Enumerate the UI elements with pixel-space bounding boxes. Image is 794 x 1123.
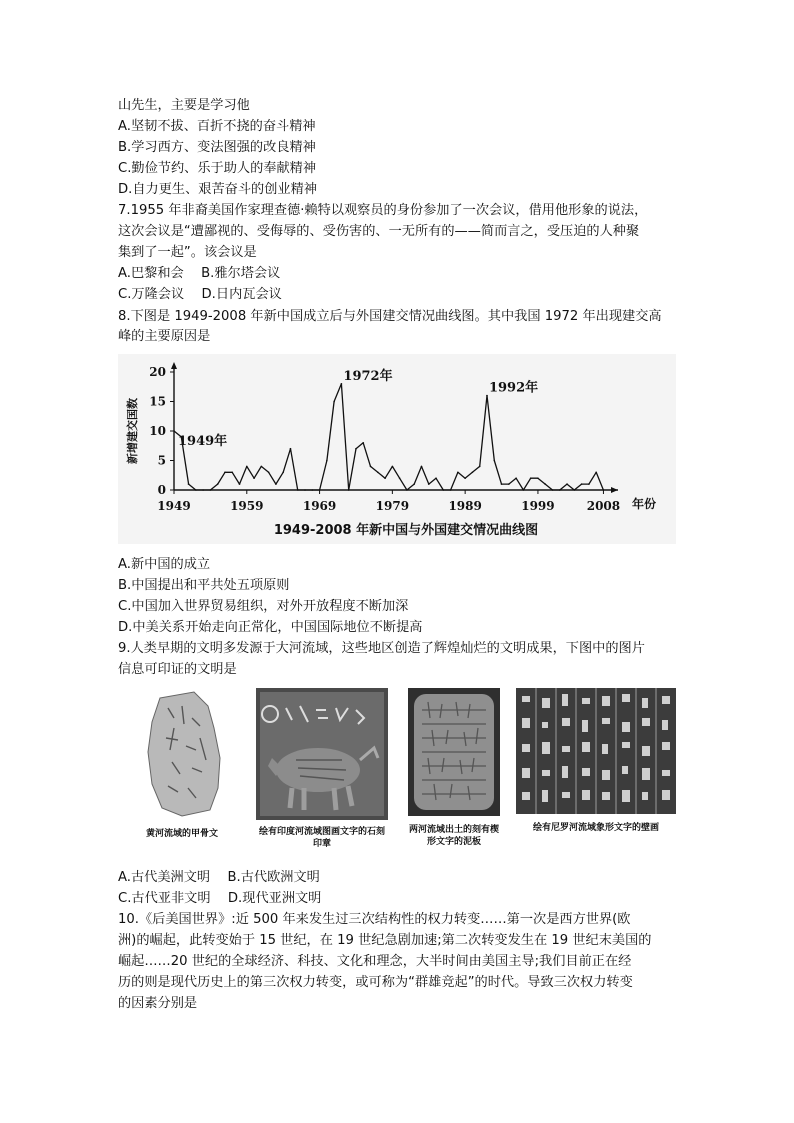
data-point	[261, 466, 263, 468]
data-point	[268, 472, 270, 474]
data-point	[413, 483, 415, 485]
question-9-options: A.古代美洲文明 B.古代欧洲文明	[118, 870, 320, 885]
data-point	[246, 466, 248, 468]
data-point	[595, 472, 597, 474]
x-tick-label: 1949	[157, 499, 191, 513]
figure-caption: 黄河流域的甲骨文	[145, 829, 218, 839]
question-7-options: A.巴黎和会 B.雅尔塔会议	[118, 266, 281, 281]
data-point	[581, 483, 583, 485]
x-tick-label: 2008	[586, 499, 621, 513]
figure-caption: 绘有印度河流域图画文字的石刻印章	[258, 827, 385, 849]
oracle-bone-image	[122, 688, 242, 818]
data-point	[406, 489, 408, 491]
data-point	[297, 489, 299, 491]
data-point	[544, 483, 546, 485]
question-10-line: 洲)的崛起，此转变始于 15 世纪，在 19 世纪急剧加速;第二次转变发生在 19 世纪末美国的	[118, 933, 652, 948]
data-point	[377, 472, 379, 474]
option-b: B.中国提出和平共处五项原则	[118, 578, 290, 593]
question-8-line: 峰的主要原因是	[118, 329, 211, 344]
question-7-line: 7.1955 年非裔美国作家理查德·赖特以观察员的身份参加了一次会议，借用他形象的说法，	[118, 203, 648, 218]
option-c: C.勤俭节约、乐于助人的奉献精神	[118, 161, 317, 176]
data-point	[523, 489, 525, 491]
x-tick-label: 1989	[448, 499, 482, 513]
option-c: C.中国加入世界贸易组织，对外开放程度不断加深	[118, 599, 409, 614]
data-point	[399, 477, 401, 479]
data-point	[275, 483, 277, 485]
option-d: D.自力更生、艰苦奋斗的创业精神	[118, 182, 317, 197]
data-point	[603, 489, 605, 491]
data-point	[355, 448, 357, 450]
figure-caption: 两河流域出土的刻有楔形文字的泥板	[408, 825, 499, 847]
data-point	[443, 489, 445, 491]
data-point	[472, 472, 474, 474]
question-10-line: 历的则是现代历史上的第三次权力转变，或可称为“群雄竞起”的时代。导致三次权力转变	[118, 975, 633, 990]
data-point	[326, 460, 328, 462]
x-axis-label: 年份	[631, 497, 657, 511]
option-d: D.中美关系开始走向正常化，中国国际地位不断提高	[118, 620, 423, 635]
peak-annotation: 1949年	[178, 434, 228, 449]
data-point	[319, 489, 321, 491]
data-point	[566, 483, 568, 485]
question-10-line: 崛起……20 世纪的全球经济、科技、文化和理念，大半时间由美国主导;我们目前正在经	[118, 954, 632, 969]
data-point	[493, 460, 495, 462]
cuneiform-tablet-image	[408, 688, 500, 816]
hieroglyph-mural-image	[516, 688, 676, 814]
question-7-line: 集到了一起”。该会议是	[118, 245, 257, 260]
figure-caption: 绘有尼罗河流域象形文字的壁画	[532, 823, 659, 833]
data-point	[421, 466, 423, 468]
data-point	[370, 466, 372, 468]
peak-annotation: 1972年	[343, 368, 393, 384]
data-point	[239, 483, 241, 485]
data-point	[501, 483, 503, 485]
data-point	[457, 472, 459, 474]
option-a: A.新中国的成立	[118, 557, 211, 572]
question-9-line: 信息可印证的文明是	[118, 662, 237, 677]
data-point	[341, 383, 343, 385]
y-axis-label: 新增建交国数	[126, 398, 139, 464]
data-point	[253, 477, 255, 479]
data-point	[392, 466, 394, 468]
x-tick-label: 1999	[521, 499, 555, 513]
data-point	[224, 472, 226, 474]
data-point	[333, 401, 335, 403]
y-tick-label: 10	[149, 424, 166, 438]
civilization-figures	[118, 688, 678, 858]
data-point	[530, 477, 532, 479]
y-tick-label: 20	[149, 365, 166, 379]
question-9-options: C.古代亚非文明 D.现代亚洲文明	[118, 891, 322, 906]
data-point	[552, 489, 554, 491]
data-point	[231, 472, 233, 474]
data-point	[537, 477, 539, 479]
data-point	[217, 483, 219, 485]
data-point	[188, 483, 190, 485]
question-10-line: 10.《后美国世界》:近 500 年来发生过三次结构性的权力转变……第一次是西方世界(欧	[118, 912, 631, 927]
hieroglyph-mural-figure	[516, 688, 676, 858]
data-point	[588, 483, 590, 485]
y-tick-label: 15	[149, 394, 166, 409]
data-point	[290, 448, 292, 450]
chart-background	[118, 354, 676, 544]
data-point	[173, 430, 175, 432]
text-line: 山先生，主要是学习他	[118, 98, 250, 113]
data-point	[515, 477, 517, 479]
question-10-line: 的因素分别是	[118, 996, 198, 1011]
data-point	[282, 472, 284, 474]
question-9-line: 9.人类早期的文明多发源于大河流域，这些地区创造了辉煌灿烂的文明成果，下图中的图片	[118, 641, 645, 656]
data-point	[304, 489, 306, 491]
data-point	[311, 489, 313, 491]
question-8-line: 8.下图是 1949-2008 年新中国成立后与外国建交情况曲线图。其中我国 1972 年出现建交高	[118, 309, 662, 324]
x-tick-label: 1979	[375, 499, 410, 513]
data-point	[464, 477, 466, 479]
question-7-line: 这次会议是“遭鄙视的、受侮辱的、受伤害的、一无所有的——简而言之，受压迫的人种聚	[118, 224, 640, 239]
data-point	[479, 466, 481, 468]
option-b: B.学习西方、变法图强的改良精神	[118, 140, 316, 155]
data-point	[210, 489, 212, 491]
data-point	[384, 477, 386, 479]
oracle-bone-figure	[122, 688, 242, 848]
data-point	[195, 489, 197, 491]
data-point	[486, 395, 488, 397]
diplomatic-relations-line-chart	[118, 354, 676, 544]
chart-title: 1949-2008 年新中国与外国建交情况曲线图	[273, 523, 539, 538]
peak-annotation: 1992年	[488, 380, 539, 396]
data-point	[508, 483, 510, 485]
option-a: A.坚韧不拔、百折不挠的奋斗精神	[118, 119, 316, 134]
data-point	[348, 489, 350, 491]
y-tick-label: 5	[157, 453, 166, 468]
data-point	[362, 442, 364, 444]
data-point	[202, 489, 204, 491]
question-7-options: C.万隆会议 D.日内瓦会议	[118, 287, 282, 302]
indus-seal-image	[256, 688, 388, 820]
indus-seal-figure	[256, 688, 388, 858]
x-tick-label: 1959	[230, 499, 264, 513]
data-point	[450, 489, 452, 491]
data-point	[435, 477, 437, 479]
data-point	[428, 483, 430, 485]
cuneiform-tablet-figure	[408, 688, 500, 858]
data-point	[559, 489, 561, 491]
x-tick-label: 1969	[302, 499, 337, 513]
y-tick-label: 0	[157, 483, 166, 497]
data-point	[574, 489, 576, 491]
